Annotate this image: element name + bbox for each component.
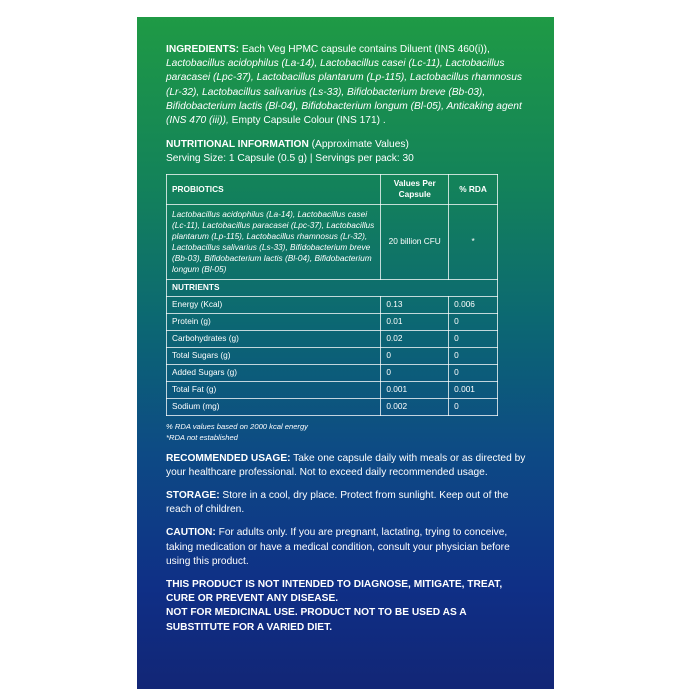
ingredients-intro: Each Veg HPMC capsule contains Diluent (INS 460(i)), (239, 44, 490, 55)
usage-text: Take one capsule daily with meals or as directed by your healthcare professional. Not to exceed daily recommended usage. (166, 452, 526, 478)
table-header-row (167, 174, 498, 204)
ingredients-paragraph (166, 43, 526, 128)
caution-paragraph (166, 526, 526, 569)
nutrition-title-note: (Approximate Values) (308, 139, 409, 151)
nutrient-name: Protein (g) (167, 313, 381, 330)
table-row (167, 347, 498, 364)
nutrient-value: 0.02 (381, 330, 449, 347)
nutrient-value: 0.002 (381, 398, 449, 415)
table-row (167, 381, 498, 398)
probiotics-row (167, 204, 498, 279)
serving-info: Serving Size: 1 Capsule (0.5 g) | Servings per pack: 30 (166, 153, 414, 165)
disclaimer (166, 578, 526, 635)
nutrient-name: Total Fat (g) (167, 381, 381, 398)
usage-paragraph (166, 452, 526, 480)
nutrient-rda: 0.001 (449, 381, 498, 398)
nutrient-name: Energy (Kcal) (167, 296, 381, 313)
nutrient-name: Carbohydrates (g) (167, 330, 381, 347)
ingredients-label: INGREDIENTS: (166, 44, 240, 55)
nutrient-rda: 0.006 (449, 296, 498, 313)
nutrient-rda: 0 (449, 364, 498, 381)
label-panel (137, 17, 554, 689)
header-probiotics: PROBIOTICS (167, 174, 381, 204)
caution-text: For adults only. If you are pregnant, lactating, trying to conceive, taking medication or have a medical condition, consult your physician before using this product. (166, 527, 510, 567)
nutrient-name: Added Sugars (g) (167, 364, 381, 381)
ingredients-outro: Empty Capsule Colour (INS 171) . (228, 115, 386, 127)
nutrient-rda: 0 (449, 330, 498, 347)
probiotics-rda: * (449, 204, 498, 279)
nutrient-value: 0 (381, 364, 449, 381)
rda-not-established-note: *RDA not established (166, 432, 238, 442)
nutrient-rda: 0 (449, 313, 498, 330)
nutrient-rda: 0 (449, 398, 498, 415)
table-row (167, 364, 498, 381)
nutrient-name: Total Sugars (g) (167, 347, 381, 364)
storage-paragraph (166, 489, 526, 517)
nutrient-value: 0 (381, 347, 449, 364)
storage-label: STORAGE: (166, 490, 220, 502)
table-row (167, 398, 498, 415)
nutrients-header: NUTRIENTS (167, 279, 498, 296)
disclaimer-line-2: NOT FOR MEDICINAL USE. PRODUCT NOT TO BE USED AS A SUBSTITUTE FOR A VARIED DIET. (166, 607, 467, 633)
nutrition-heading (166, 138, 526, 152)
nutrient-value: 0.13 (381, 296, 449, 313)
nutrition-title: NUTRITIONAL INFORMATION (166, 139, 309, 151)
rda-basis-note: % RDA values based on 2000 kcal energy (166, 421, 308, 431)
footnotes (166, 421, 526, 443)
nutrient-rda: 0 (449, 347, 498, 364)
table-row (167, 313, 498, 330)
nutrient-value: 0.01 (381, 313, 449, 330)
probiotics-strains: Lactobacillus acidophilus (La-14), Lactobacillus casei (Lc-11), Lactobacillus paracasei (Lpc-37), Lactobacillus plantarum (Lp-115), Lactobacillus rhamnosus (Lr-32), Lactobacillus salivarius (Ls-33), Bifidobacterium breve (Bb-03), Bifidobacterium lactis (Bl-04), Bifidobacterium longum (Bl-05) (167, 204, 381, 279)
storage-text: Store in a cool, dry place. Protect from sunlight. Keep out of the reach of children. (166, 490, 509, 516)
table-row (167, 330, 498, 347)
caution-label: CAUTION: (166, 527, 216, 539)
table-row (167, 296, 498, 313)
header-values-per-capsule: Values Per Capsule (381, 174, 449, 204)
usage-label: RECOMMENDED USAGE: (166, 452, 291, 464)
nutrition-table (166, 174, 498, 416)
header-rda: % RDA (449, 174, 498, 204)
nutrients-header-row (167, 279, 498, 296)
disclaimer-line-1: THIS PRODUCT IS NOT INTENDED TO DIAGNOSE, MITIGATE, TREAT, CURE OR PREVENT ANY DISEASE. (166, 579, 503, 605)
nutrient-name: Sodium (mg) (167, 398, 381, 415)
ingredients-strains: Lactobacillus acidophilus (La-14), Lactobacillus casei (Lc-11), Lactobacillus paracasei (Lpc-37), Lactobacillus plantarum (Lp-115), Lactobacillus rhamnosus (Lr-32), Lactobacillus salivarius (Ls-33), Bifidobacterium breve (Bb-03), Bifidobacterium lactis (Bl-04), Bifidobacterium longum (Bl-05), Anticaking agent (INS 470 (iii)), (166, 58, 522, 127)
probiotics-value: 20 billion CFU (381, 204, 449, 279)
nutrient-value: 0.001 (381, 381, 449, 398)
